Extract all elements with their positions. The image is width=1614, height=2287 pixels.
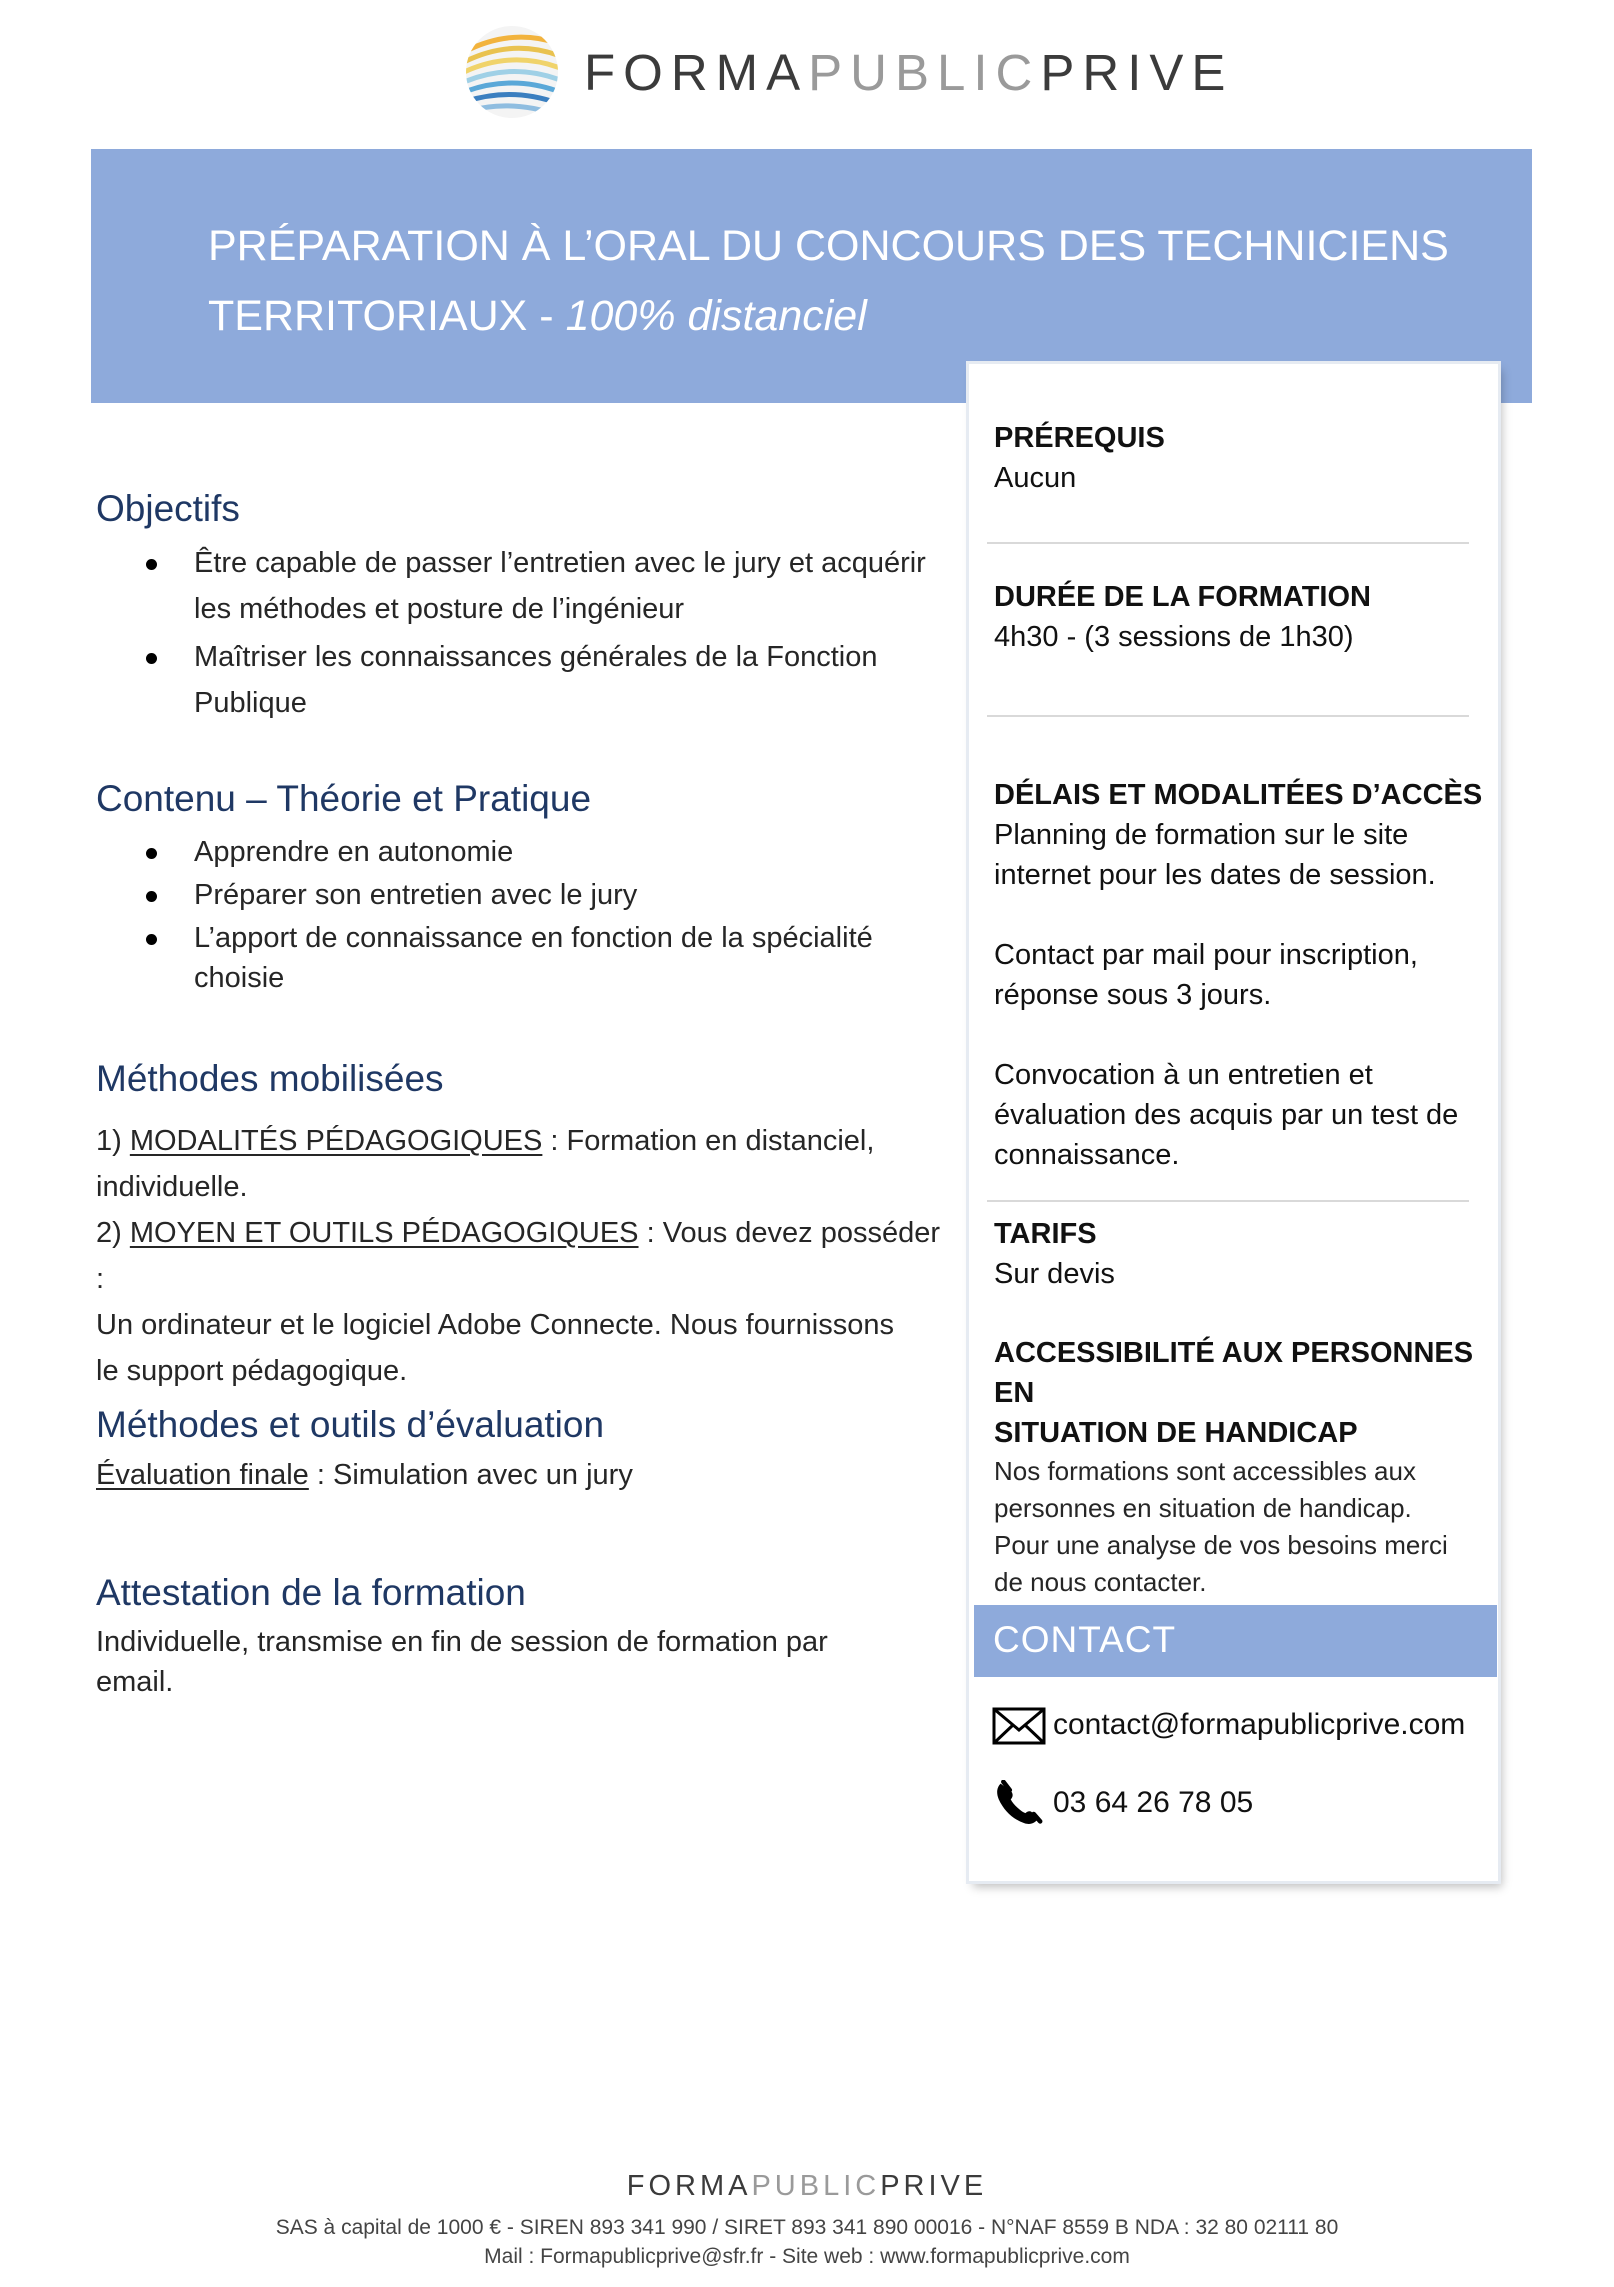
tarifs-block: TARIFS Sur devis (994, 1218, 1115, 1290)
info-sidebar (969, 364, 1498, 1881)
footer-logo: FORMAPUBLICPRIVE (626, 2170, 988, 2202)
methodes-heading: Méthodes mobilisées (96, 1058, 444, 1099)
attestation-text: Individuelle, transmise en fin de session de formation par email. (96, 1626, 828, 1698)
globe-logo-icon (462, 22, 562, 122)
list-item: L’apport de connaissance en fonction de la spécialité choisie (96, 918, 956, 998)
footer-contact-line: Mail : Formapublicprive@sfr.fr - Site web : www.formapublicprive.com (484, 2245, 1130, 2268)
prerequis-block: PRÉREQUIS Aucun (994, 422, 1165, 494)
list-item: Être capable de passer l’entretien avec le jury et acquérir les méthodes et posture de l’ingénieur (96, 540, 956, 632)
page-title: PRÉPARATION À L’ORAL DU CONCOURS DES TECHNICIENS TERRITORIAUX - 100% distanciel (208, 222, 1449, 340)
bullet-icon (146, 891, 157, 902)
duree-block: DURÉE DE LA FORMATION 4h30 - (3 sessions de 1h30) (994, 581, 1371, 653)
bullet-icon (146, 653, 157, 664)
footer-legal-line: SAS à capital de 1000 € - SIREN 893 341 990 / SIRET 893 341 890 00016 - N°NAF 8559 B NDA : 32 80 02111 80 (275, 2216, 1339, 2239)
envelope-icon (991, 1702, 1047, 1748)
accessibilite-block: ACCESSIBILITÉ AUX PERSONNES EN SITUATION DE HANDICAP Nos formations sont accessibles aux personnes en situation de handicap. Pour une analyse de vos besoins merci de nous contacter. (994, 1337, 1474, 1597)
methodes-text: 1) MODALITÉS PÉDAGOGIQUES : Formation en distanciel, individuelle. 2) MOYEN ET OUTILS PÉDAGOGIQUES : Vous devez posséder : Un ordinateur et le logiciel Adobe Connecte. Nous fournissons le support pédagogique. (96, 1125, 941, 1387)
contact-phone[interactable]: 03 64 26 78 05 (1053, 1786, 1254, 1819)
logo-wordmark: FORMAPUBLICPRIVE (584, 43, 1234, 101)
objectifs-list (96, 540, 956, 726)
divider (987, 715, 1469, 717)
delais-block: DÉLAIS ET MODALITÉES D’ACCÈS Planning de formation sur le site internet pour les dates de session. Contact par mail pour inscription, réponse sous 3 jours. Convocation à un entretien et évaluation des acquis par un test de connaissance. (994, 779, 1483, 1171)
contenu-list (96, 832, 956, 998)
contact-header: CONTACT (974, 1605, 1497, 1677)
contact-email[interactable]: contact@formapublicprive.com (1053, 1708, 1466, 1741)
divider (987, 542, 1469, 544)
bullet-icon (146, 559, 157, 570)
contenu-heading: Contenu – Théorie et Pratique (96, 778, 592, 819)
list-item: Apprendre en autonomie (96, 832, 956, 872)
objectifs-heading: Objectifs (96, 488, 240, 529)
list-item: Préparer son entretien avec le jury (96, 875, 956, 915)
moyens-label: MOYEN ET OUTILS PÉDAGOGIQUES (129, 1217, 639, 1249)
contact-email-row[interactable] (991, 1702, 1465, 1748)
evaluation-text: Évaluation finale : Simulation avec un jury (96, 1459, 633, 1491)
bullet-icon (146, 934, 157, 945)
modalites-label: MODALITÉS PÉDAGOGIQUES (129, 1125, 543, 1157)
list-item: Maîtriser les connaissances générales de la Fonction Publique (96, 634, 956, 726)
divider (987, 1200, 1469, 1202)
attestation-heading: Attestation de la formation (96, 1572, 526, 1613)
header-logo (462, 20, 1233, 124)
contact-phone-row[interactable] (991, 1780, 1253, 1826)
phone-icon (991, 1780, 1047, 1826)
bullet-icon (146, 848, 157, 859)
evaluation-label: Évaluation finale (96, 1459, 309, 1491)
evaluation-heading: Méthodes et outils d’évaluation (96, 1404, 605, 1445)
